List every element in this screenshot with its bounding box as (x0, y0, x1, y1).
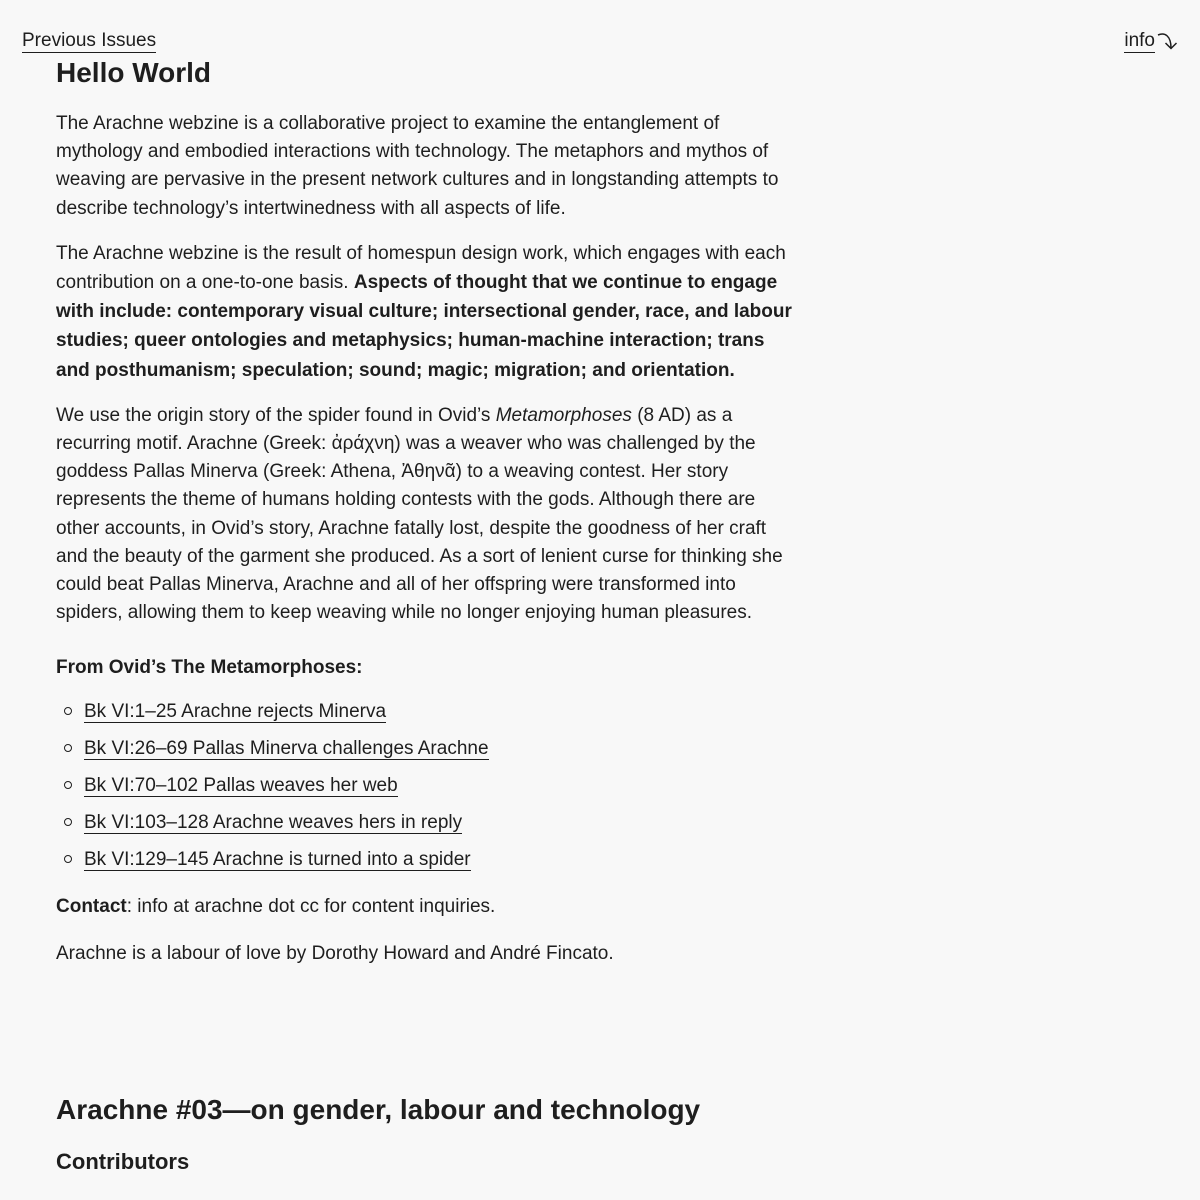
contributors-heading: Contributors (56, 1149, 190, 1174)
contact-text: : info at arachne dot cc for content inquiries. (126, 896, 496, 918)
list-item (56, 736, 796, 773)
ovid-link-5[interactable]: Bk VI:129–145 Arachne is turned into a spider (84, 848, 471, 870)
list-item (56, 810, 796, 847)
intro-paragraph-2-bold: Aspects of thought that we continue to engage with include: contemporary visual culture; intersectional gender, race, and labour studies; queer ontologies and metaphysics; human-machine interaction; trans and posthumanism; speculation; sound; magic; migration; and orientation. (56, 272, 792, 381)
ovid-heading: From Ovid’s The Metamorphoses: (56, 657, 363, 679)
intro-paragraph-3-start: We use the origin story of the spider found in Ovid’s (56, 404, 491, 426)
list-item (56, 699, 796, 736)
list-item (56, 773, 796, 810)
issue-title: Arachne #03—on gender, labour and technology (56, 1094, 701, 1125)
bullet-icon (64, 744, 72, 752)
bullet-icon (64, 707, 72, 715)
intro-paragraph-1: The Arachne webzine is a collaborative project to examine the entanglement of mythology and embodied interactions with technology. The metaphors and mythos of weaving are pervasive in the present network cultures and in longstanding attempts to describe technology’s intertwinedness with all aspects of life. (56, 113, 779, 219)
intro-paragraph-2-plain: The Arachne webzine is the result of homespun design work, which engages with each contribution on a one-to-one basis. (56, 242, 786, 294)
ovid-book-list (56, 699, 796, 883)
credits-line: Arachne is a labour of love by Dorothy Howard and André Fincato. (56, 942, 614, 964)
intro-paragraph-3-rest: (8 AD) as a recurring motif. Arachne (Greek: ἀράχνη) was a weaver who was challenged by the goddess Pallas Minerva (Greek: Athena, Ἀθηνᾶ) to a weaving contest. Her story represents the theme of humans holding contests with the gods. Although there are other accounts, in Ovid’s story, Arachne fatally lost, despite the goodness of her craft and the beauty of the garment she produced. As a sort of lenient curse for thinking she could beat Pallas Minerva, Arachne and all of her offspring were transformed into spiders, allowing them to keep weaving while no longer enjoying human pleasures. (56, 404, 783, 624)
about-section (56, 56, 796, 968)
list-item (56, 847, 796, 884)
ovid-link-3[interactable]: Bk VI:70–102 Pallas weaves her web (84, 775, 398, 797)
metamorphoses-title: Metamorphoses (495, 404, 632, 426)
contact-line (56, 893, 796, 921)
curved-arrow-down-right-icon (1156, 30, 1178, 52)
intro-paragraph-3 (56, 402, 796, 628)
bullet-icon (64, 855, 72, 863)
ovid-link-2[interactable]: Bk VI:26–69 Pallas Minerva challenges Arachne (84, 738, 489, 760)
bullet-icon (64, 781, 72, 789)
bullet-icon (64, 818, 72, 826)
info-toggle[interactable] (1124, 30, 1178, 53)
page-title: Hello World (56, 57, 212, 88)
intro-paragraph-2 (56, 240, 796, 385)
contact-label: Contact (56, 896, 127, 918)
previous-issues-link[interactable]: Previous Issues (22, 30, 157, 51)
ovid-link-1[interactable]: Bk VI:1–25 Arachne rejects Minerva (84, 701, 387, 723)
ovid-link-4[interactable]: Bk VI:103–128 Arachne weaves hers in reply (84, 811, 463, 833)
info-link[interactable]: info (1124, 30, 1155, 51)
